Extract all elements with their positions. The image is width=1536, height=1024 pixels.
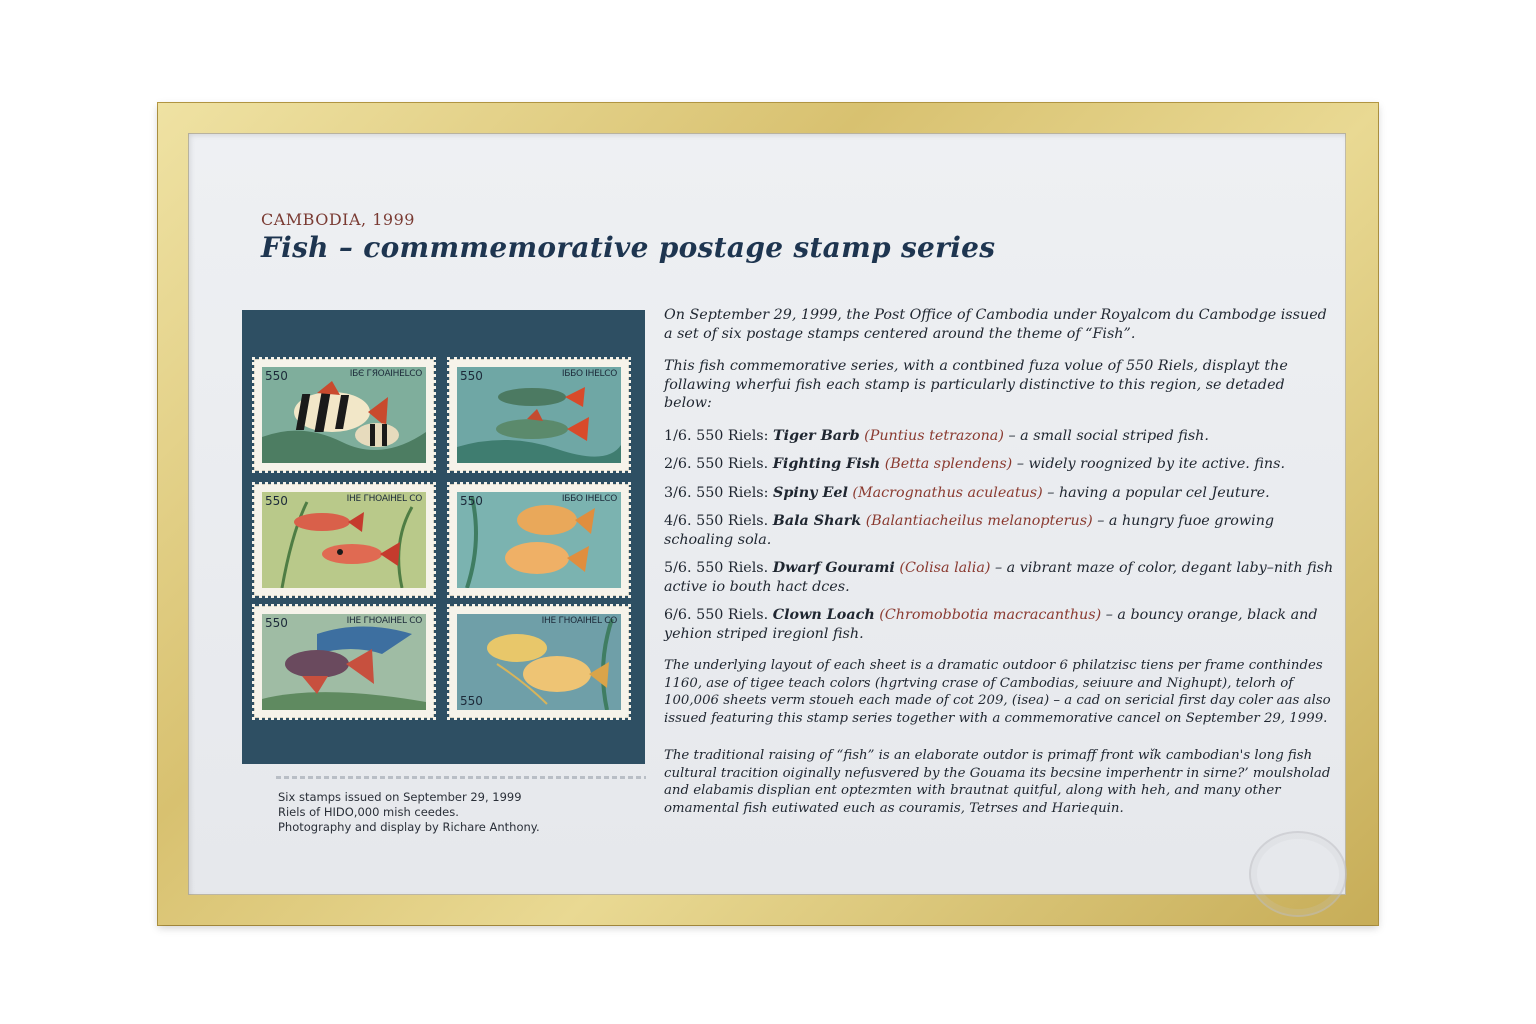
item-number: 6/6. 550 Riels.: [664, 607, 769, 623]
item-latin-name: (Colisa lalia): [899, 560, 991, 576]
embossed-seal: [1249, 831, 1347, 917]
item-number: 5/6. 550 Riels.: [664, 560, 769, 576]
caption-line: Photography and display by Richare Anthony.: [278, 820, 540, 834]
fish-item: [664, 559, 1336, 596]
stamp-goldfish: [450, 485, 628, 595]
item-latin-name: (Chromobbotia macracanthus): [879, 607, 1102, 623]
item-common-name: Fighting Fish: [772, 456, 881, 472]
stamp-inscription: ІББО ІНЕLCO: [561, 369, 617, 379]
item-number: 1/6. 550 Riels:: [664, 427, 769, 444]
item-common-name: Clown Loach: [772, 607, 875, 623]
item-description: – a bouncy orange, black and yehion striped iregionl fish.: [664, 607, 1318, 642]
item-latin-name: (Puntius tetrazona): [864, 427, 1004, 444]
stamp-inscription: ІНЕ ГНОАІНЕL CO: [541, 616, 617, 626]
picture-frame: [158, 103, 1378, 925]
stamp-fighting-fish: [255, 485, 433, 595]
fish-item: [664, 484, 1336, 503]
description-column: [664, 306, 1336, 831]
microtext-line: [276, 776, 646, 779]
page-title: Fish – commmemorative postage stamp series: [261, 231, 996, 264]
caption-line: Six stamps issued on September 29, 1999: [278, 790, 522, 804]
intro-paragraph: On September 29, 1999, the Post Office of Cambodia under Royalcom du Cambodge issued a set of six postage stamps centered around the theme of “Fish”.: [664, 307, 1327, 342]
stamp-inscription: ІНЕ ГНОАІНЕL CO: [346, 494, 422, 504]
item-common-name: Tiger Barb: [773, 427, 860, 444]
stamp-value: 550: [460, 694, 483, 708]
stamp-red-tail: [450, 360, 628, 470]
item-number: 3/6. 550 Riels:: [664, 484, 769, 501]
fish-item: [664, 455, 1336, 474]
stamp-gourami: [450, 607, 628, 717]
closing-paragraph: The traditional raising of “fish” is an elaborate outdor is primaff front wǐk cambodian's long fish cultural tracition oiginally nefusvered by the Gouama its becsine imperhentr in sirne?’ moulsholad and elabamis displian ent optezmten with brautnat quitful, along with heh, and many other omamental fish eutiwated euch as couramis, Tetrses and Hariequin.: [664, 748, 1331, 816]
stamp-sheet: [242, 310, 645, 764]
fish-item: [664, 512, 1336, 549]
stamp-value: 550: [265, 616, 288, 630]
series-paragraph: This fish commemorative series, with a contbined fuza volue of 550 Riels, displayt the follawing wherfui fish each stamp is particularly distinctive to this region, se detaded below:: [664, 358, 1288, 411]
stamp-value: 550: [460, 494, 483, 508]
stamp-betta: [255, 607, 433, 717]
stamp-tiger-barb: [255, 360, 433, 470]
stamp-value: 550: [460, 369, 483, 383]
item-description: – widely roognized by ite active. fins.: [1016, 456, 1285, 472]
item-description: – having a popular cel Jeuture.: [1047, 484, 1270, 501]
stamp-inscription: ІНЕ ГНОАІНЕL CO: [346, 616, 422, 626]
item-description: – a small social striped fish.: [1008, 427, 1209, 444]
stamp-inscription: ІББО ІНЕLCO: [561, 494, 617, 504]
item-number: 4/6. 550 Riels.: [664, 513, 769, 529]
item-common-name: Dwarf Gourami: [772, 560, 895, 576]
sheet-caption: [278, 790, 540, 835]
item-latin-name: (Balantiacheilus melanopterus): [865, 513, 1093, 529]
item-number: 2/6. 550 Riels.: [664, 456, 769, 472]
layout-paragraph: The underlying layout of each sheet is a dramatic outdoor 6 philatzisc tiens per frame conthindes 1160, ase of tigee teach colors (hgrtving crase of Cambodias, seiuure and Nighupt), telorh of 100,006 sheets verm stoueh each made of cot 209, (isea) – a cad on sericial first day coler aas also issued featuring this stamp series together with a commemorative cancel on September 29, 1999.: [664, 658, 1331, 726]
caption-line: Riels of HIDO,000 mish ceedes.: [278, 805, 459, 819]
display-mat: [188, 133, 1346, 895]
fish-item: [664, 427, 1336, 446]
stamp-value: 550: [265, 369, 288, 383]
country-year-label: CAMBODIA, 1999: [261, 210, 415, 229]
stamp-inscription: ІБЄ ГЯОАІНЕLCO: [349, 369, 422, 379]
item-description: – a vibrant maze of color, degant laby–nith fish active io bouth hact dces.: [664, 560, 1334, 595]
item-common-name: Spiny Eel: [773, 484, 848, 501]
fish-item: [664, 606, 1336, 643]
item-latin-name: (Macrognathus aculeatus): [852, 484, 1043, 501]
item-latin-name: (Betta splendens): [884, 456, 1013, 472]
stamp-value: 550: [265, 494, 288, 508]
item-description: – a hungry fuoe growing schoaling sola.: [664, 513, 1275, 548]
item-common-name: Bala Shark: [772, 513, 862, 529]
